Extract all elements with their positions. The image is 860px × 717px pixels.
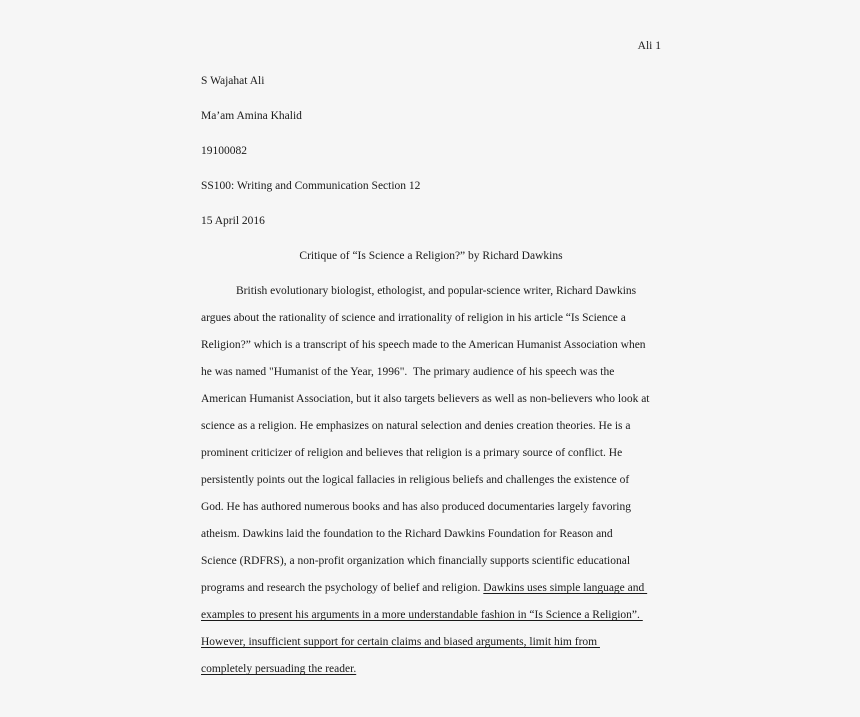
paragraph-line: science as a religion. He emphasizes on natural selection and denies creation theories. He is a bbox=[201, 420, 631, 432]
thesis-statement: examples to present his arguments in a more understandable fashion in “Is Science a Religion”. bbox=[201, 609, 643, 621]
paragraph-line bbox=[201, 635, 661, 649]
paragraph-line: programs and research the psychology of belief and religion. Dawkins uses simple language and bbox=[201, 582, 648, 594]
paragraph-line: American Humanist Association, but it also targets believers as well as non-believers who look at bbox=[201, 393, 650, 405]
thesis-statement: Dawkins uses simple language and bbox=[483, 582, 648, 594]
paragraph-line bbox=[201, 662, 661, 676]
thesis-statement: However, insufficient support for certain claims and biased arguments, limit him from bbox=[201, 636, 600, 648]
paragraph-line: British evolutionary biologist, ethologist, and popular-science writer, Richard Dawkins bbox=[236, 285, 637, 297]
paragraph-line: prominent criticizer of religion and believes that religion is a primary source of conflict. He bbox=[201, 447, 623, 459]
paragraph-line: persistently points out the logical fallacies in religious beliefs and challenges the existence of bbox=[201, 474, 630, 486]
paragraph-line: he was named "Humanist of the Year, 1996". The primary audience of his speech was the bbox=[201, 366, 615, 378]
instructor-name: Ma’am Amina Khalid bbox=[201, 110, 302, 122]
course-name: SS100: Writing and Communication Section 12 bbox=[201, 180, 421, 192]
running-header: Ali 1 bbox=[637, 40, 661, 52]
paragraph-line: Religion?” which is a transcript of his speech made to the American Humanist Association when bbox=[201, 339, 646, 351]
paragraph-line: argues about the rationality of science and irrationality of religion in his article “Is Science a bbox=[201, 312, 626, 324]
document-date: 15 April 2016 bbox=[201, 215, 265, 227]
student-id: 19100082 bbox=[201, 145, 247, 157]
paragraph-line: God. He has authored numerous books and has also produced documentaries largely favoring bbox=[201, 501, 631, 513]
thesis-statement: completely persuading the reader. bbox=[201, 663, 357, 675]
author-name: S Wajahat Ali bbox=[201, 75, 265, 87]
paragraph-line: atheism. Dawkins laid the foundation to the Richard Dawkins Foundation for Reason and bbox=[201, 528, 613, 540]
paragraph-line bbox=[201, 608, 661, 622]
document-title: Critique of “Is Science a Religion?” by Richard Dawkins bbox=[299, 250, 563, 262]
paragraph-line: Science (RDFRS), a non-profit organization which financially supports scientific educational bbox=[201, 555, 631, 567]
